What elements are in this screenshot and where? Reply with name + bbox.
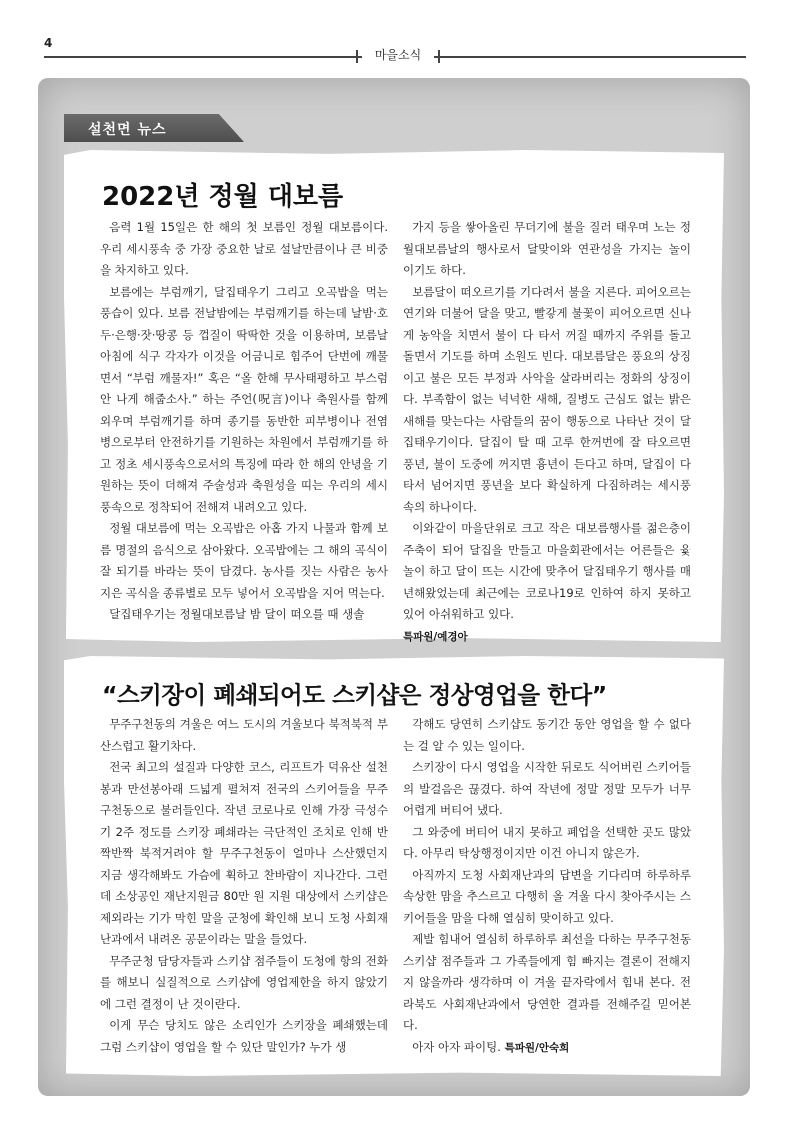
paragraph: 전국 최고의 설질과 다양한 코스, 리프트가 덕유산 설천봉과 만선봉아래 드넓게 펼쳐져 전국의 스키어들을 무주구천동으로 불러들인다. 작년 코로나로 인해 가장 극성수기 2주 정도를 스키장 폐쇄라는 극단적인 조치로 인해 반짝반짝 북적거려야 할 무주구천동이 얼마나 스산했던지 지금 생각해봐도 가슴에 휙하고 찬바람이 지나간다. 그런데 소상공인 재난지원금 80만 원 지원 대상에서 스키샵은 제외라는 기가 막힌 말을 군청에 확인해 보니 도청 사회재난과에서 내려온 공문이라는 말을 들었다. xyxy=(100,760,388,946)
article2-column-left xyxy=(100,714,388,1058)
header-tick-right xyxy=(438,50,440,63)
article2-column-right xyxy=(403,714,691,1059)
paragraph: 무주군청 담당자들과 스키샵 점주들이 도청에 항의 전화를 해보니 실질적으로 스키샵에 영업제한을 하지 않았기에 그런 결정이 난 것이란다. xyxy=(100,953,388,1011)
page-number: 4 xyxy=(44,36,53,50)
article1-title: 2022년 정월 대보름 xyxy=(102,182,344,212)
article1-column-left xyxy=(100,217,388,626)
paragraph: 제발 힘내어 열심히 하루하루 최선을 다하는 무주구천동 스키샵 점주들과 그 가족들에게 힘 빠지는 결론이 전해지지 않을까라 생각하며 이 겨울 끝자락에서 힘내 본다. 전라북도 사회재난과에서 당연한 결과를 전해주길 믿어본다. xyxy=(403,932,691,1032)
article2-credit: 특파원/안숙희 xyxy=(504,1041,570,1054)
paragraph: 정월 대보름에 먹는 오곡밥은 아홉 가지 나물과 함께 보름 명절의 음식으로 삼아왔다. 오곡밥에는 그 해의 곡식이 잘 되기를 바라는 뜻이 담겼다. 농사를 짓는 사람은 농사지은 곡식을 종류별로 모두 넣어서 오곡밥을 지어 먹는다. xyxy=(100,521,388,600)
paragraph: 각해도 당연히 스키샵도 동기간 동안 영업을 할 수 없다는 걸 알 수 있는 일이다. xyxy=(403,717,691,753)
paragraph: 보름에는 부럼깨기, 달집태우기 그리고 오곡밥을 먹는 풍습이 있다. 보름 전날밤에는 부럼깨기를 하는데 날밤·호두·은행·잣·땅콩 등 껍질이 딱딱한 것을 이용하며, 보름날 아침에 식구 각자가 이것을 어금니로 힘주어 단번에 깨물면서 “부럼 깨물자!” 혹은 “올 한해 무사태평하고 부스럼 안 나게 해줍소사.” 하는 주언(呪言)이나 축원사를 함께 외우며 부럼깨기를 하며 종기를 동반한 피부병이나 전염병으로부터 안전하기를 기원하는 차원에서 부럼깨기를 하고 정초 세시풍속으로서의 특징에 따라 한 해의 안녕을 기원하는 뜻이 더해져 주술성과 축원성을 띠는 우리의 세시풍속으로 정착되어 전해져 내려오고 있다. xyxy=(100,284,388,514)
article2-title: “스키장이 폐쇄되어도 스키샵은 정상영업을 한다” xyxy=(102,681,607,709)
header-tick-left xyxy=(356,50,358,63)
section-label: 마을소식 xyxy=(362,46,434,63)
paragraph: 스키장이 다시 영업을 시작한 뒤로도 식어버린 스키어들의 발걸음은 끊겼다. 하여 작년에 정말 정말 모두가 너무 어렵게 버티어 냈다. xyxy=(403,760,691,817)
paragraph: 가지 등을 쌓아올린 무더기에 불을 질러 태우며 노는 정월대보름날의 행사로서 달맞이와 연관성을 가지는 놀이 이기도 하다. xyxy=(403,220,691,277)
paragraph: 무주구천동의 겨울은 여느 도시의 겨울보다 북적북적 부산스럽고 활기차다. xyxy=(100,717,388,753)
paragraph: 아직까지 도청 사회재난과의 답변을 기다리며 하루하루 속상한 맘을 추스르고 다행히 올 겨울 다시 찾아주시는 스키어들을 맘을 다해 열심히 맞이하고 있다. xyxy=(403,867,691,925)
article1-credit: 특파원/예경아 xyxy=(403,630,468,643)
article1-column-right xyxy=(403,217,691,648)
paragraph: 그 와중에 버티어 내지 못하고 폐업을 선택한 곳도 많았다. 아무리 탁상행정이지만 이건 아니지 않은가. xyxy=(403,824,691,860)
closing-text: 아자 아자 파이팅. xyxy=(412,1039,501,1054)
paragraph: 달집태우기는 정월대보름날 밤 달이 떠오를 때 생솔 xyxy=(109,607,365,621)
news-tab-label: 설천면 뉴스 xyxy=(88,122,167,138)
paragraph: 이게 무슨 당치도 않은 소리인가 스키장을 폐쇄했는데 그럼 스키샵이 영업을 할 수 있단 말인가? 누가 생 xyxy=(100,1018,388,1054)
paragraph: 음력 1월 15일은 한 해의 첫 보름인 정월 대보름이다. 우리 세시풍속 중 가장 중요한 날로 설날만큼이나 큰 비중을 차지하고 있다. xyxy=(100,220,388,277)
paragraph: 보름달이 떠오르기를 기다려서 불을 지른다. 피어오르는 연기와 더불어 달을 맞고, 빨갛게 불꽃이 피어오르면 신나게 농악을 치면서 불이 다 타서 꺼질 때까지 주위를 돌고 돌면서 기도를 하며 소원도 빈다. 대보름달은 풍요의 상징이고 불은 모든 부정과 사악을 살라버리는 정화의 상징이다. 부족함이 없는 넉넉한 새해, 질병도 근심도 없는 밝은 새해를 맞는다는 사람들의 꿈이 행동으로 나타난 것이 달집태우기이다. 달집이 탈 때 고루 한꺼번에 잘 타오르면 풍년, 불이 도중에 꺼지면 흉년이 든다고 하며, 달집이 다 타서 넘어지면 풍년을 보다 확실하게 다짐하려는 세시풍속의 하나이다. xyxy=(403,284,691,514)
paragraph: 이와같이 마을단위로 크고 작은 대보름행사를 젊은층이 주축이 되어 달집을 만들고 마을회관에서는 어른들은 윷놀이 하고 달이 뜨는 시간에 맞추어 달집태우기 행사를 매년해왔었는데 최근에는 코로나19로 인하여 하지 못하고 있어 아쉬워하고 있다. xyxy=(403,521,691,621)
paragraph-closing xyxy=(403,1037,691,1060)
credit-line xyxy=(403,626,691,649)
